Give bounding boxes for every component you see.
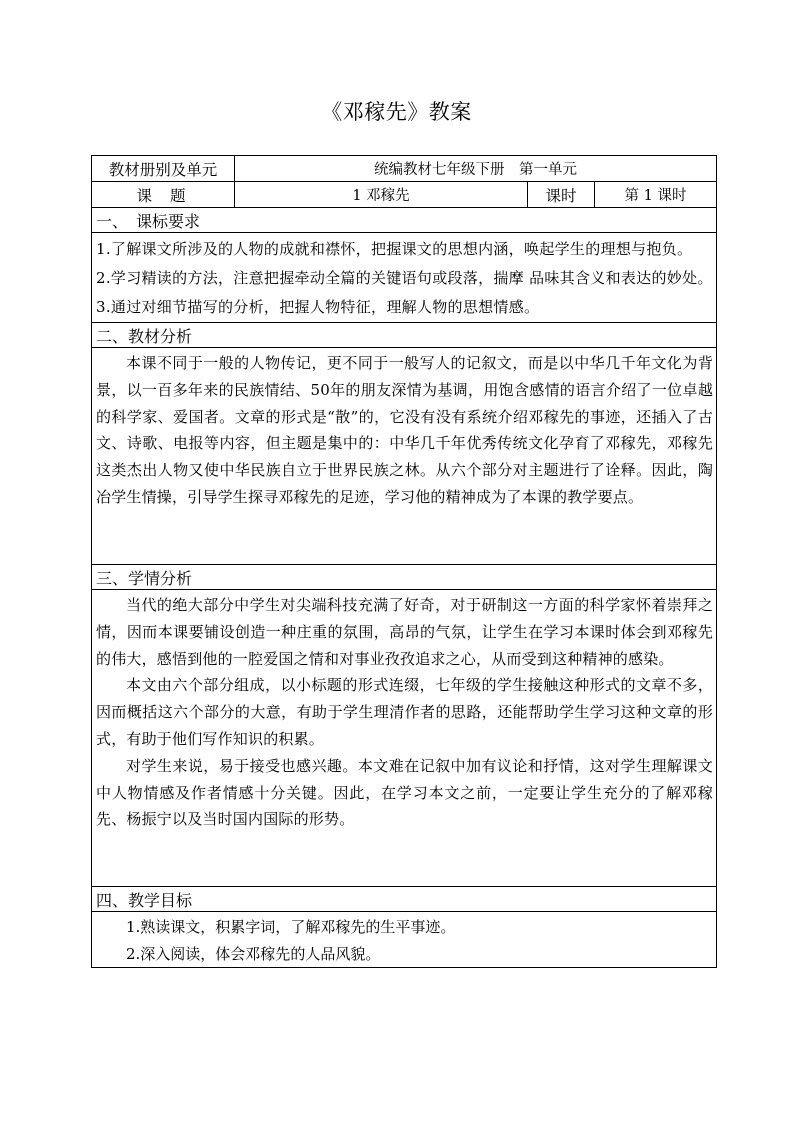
- requirement-item: 2.学习精读的方法，注意把握牵动全篇的关键语句或段落，揣摩 品味其含义和表达的妙处。: [96, 269, 713, 287]
- row-topic: [92, 182, 717, 208]
- goal-item: 1.熟读课文，积累字词，了解邓稼先的生平事迹。: [126, 918, 456, 936]
- row-teaching-goals-heading: [92, 887, 717, 912]
- student-analysis-heading: 三、学情分析: [92, 565, 717, 590]
- document-title: 《邓稼先》教案: [321, 100, 472, 124]
- topic-label: 课题: [92, 182, 235, 208]
- row-material: [92, 156, 717, 182]
- requirements-heading: 一、 课标要求: [92, 208, 717, 233]
- lesson-plan-table: [91, 155, 717, 968]
- goal-item: 2.深入阅读，体会邓稼先的人品风貌。: [126, 944, 381, 963]
- teaching-goals-heading: 四、教学目标: [92, 887, 717, 912]
- period-label: 课时: [528, 182, 595, 208]
- student-paragraph: 本文由六个部分组成，以小标题的形式连缀，七年级的学生接触这种形式的文章不多，因而概括这六个部分的大意，有助于学生理清作者的思路，还能帮助学生学习这种文章的形式，有助于他们写作知识的积累。: [96, 676, 714, 748]
- material-value: 统编教材七年级下册 第一单元: [235, 156, 717, 182]
- row-requirements-body: [92, 233, 717, 323]
- requirements-body: [92, 233, 717, 323]
- row-student-analysis-body: [92, 590, 717, 887]
- material-analysis-body: [92, 348, 717, 565]
- topic-value: 1 邓稼先: [235, 182, 528, 208]
- row-student-analysis-heading: [92, 565, 717, 590]
- row-teaching-goals-body: [92, 912, 717, 968]
- requirement-item: 3.通过对细节描写的分析，把握人物特征，理解人物的思想情感。: [96, 298, 540, 316]
- student-paragraph: 当代的绝大部分中学生对尖端科技充满了好奇，对于研制这一方面的科学家怀着崇拜之情，因而本课要铺设创造一种庄重的氛围，高昂的气氛，让学生在学习本课时体会到邓稼先的伟大，感悟到他的一腔爱国之情和对事业孜孜追求之心，从而受到这种精神的感染。: [96, 596, 714, 668]
- row-material-analysis-heading: [92, 323, 717, 348]
- row-requirements-heading: [92, 208, 717, 233]
- row-material-analysis-body: [92, 348, 717, 565]
- analysis-paragraph: 本课不同于一般的人物传记，更不同于一般写人的记叙文，而是以中华几千年文化为背景，以一百多年来的民族情结、50年的朋友深情为基调，用饱含感情的语言介绍了一位卓越的科学家、爱国者。文章的形式是“散”的，它没有没有系统介绍邓稼先的事迹，还插入了古文、诗歌、电报等内容，但主题是集中的：中华几千年优秀传统文化孕育了邓稼先，邓稼先这类杰出人物又使中华民族自立于世界民族之林。从六个部分对主题进行了诠释。因此，陶冶学生情操，引导学生探寻邓稼先的足迹，学习他的精神成为了本课的教学要点。: [96, 354, 714, 506]
- period-value: 第 1 课时: [595, 182, 717, 208]
- teaching-goals-body: [92, 912, 717, 968]
- student-analysis-body: [92, 590, 717, 887]
- requirement-item: 1.了解课文所涉及的人物的成就和襟怀，把握课文的思想内涵，唤起学生的理想与抱负。: [96, 240, 693, 258]
- material-analysis-heading: 二、教材分析: [92, 323, 717, 348]
- student-paragraph: 对学生来说，易于接受也感兴趣。本文难在记叙中加有议论和抒情，这对学生理解课文中人物情感及作者情感十分关键。因此，在学习本文之前，一定要让学生充分的了解邓稼先、杨振宁以及当时国内国际的形势。: [96, 756, 714, 829]
- material-label: 教材册别及单元: [92, 156, 235, 182]
